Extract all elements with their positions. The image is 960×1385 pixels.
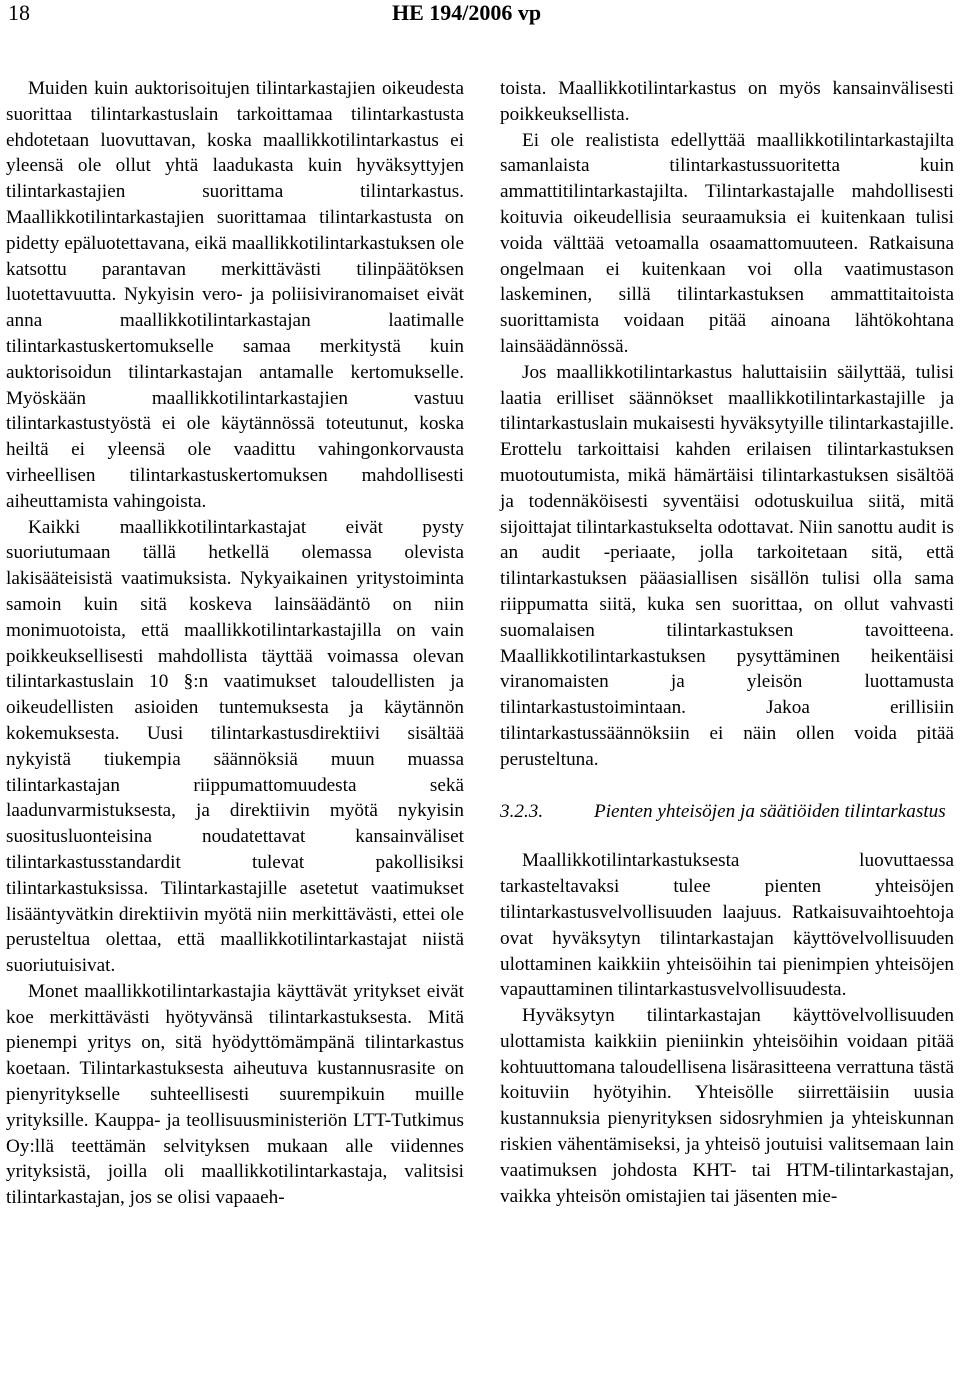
paragraph: Muiden kuin auktorisoitujen tilintarkastajien oikeudesta suorittaa tilintarkastuslain tarkoittamaa tilintarkastusta ehdotetaan luovuttavan, koska maallikkotilintarkastus ei yleensä ole ollut yhtä laadukasta kuin hyväksyttyjen tilintarkastajien suorittama tilintarkastus. Maallikkotilintarkastajien suorittamaa tilintarkastusta on pidetty epäluotettavana, eikä maallikkotilintarkastuksen ole katsottu parantavan merkittävästi tilinpäätöksen luotettavuutta. Nykyisin vero- ja poliisiviranomaiset eivät anna maallikkotilintarkastajan laatimalle tilintarkastuskertomukselle samaa merkitystä kuin auktorisoidun tilintarkastajan antamalle kertomukselle. Myöskään maallikkotilintarkastajien vastuu tilintarkastustyöstä ei ole käytännössä toteutunut, koska heiltä ei yleensä ole vaadittu vahingonkorvausta virheellisen tilintarkastuskertomuksen mahdollisesti aiheuttamista vahingoista.: [6, 78, 464, 512]
left-column: [6, 76, 464, 1211]
paragraph: Maallikkotilintarkastuksesta luovuttaessa tarkasteltavaksi tulee pienten yhteisöjen tilintarkastusvelvollisuuden laajuus. Ratkaisuvaihtoehtoja ovat hyväksytyn tilintarkastajan käyttövelvollisuuden ulottaminen kaikkiin yhteisöihin tai pienimpien yhteisöjen vapauttaminen tilintarkastusvelvollisuudesta.: [500, 850, 954, 1001]
section-number: 3.2.3.: [500, 800, 544, 822]
paragraph: Monet maallikkotilintarkastajia käyttävät yritykset eivät koe merkittävästi hyötyvänsä tilintarkastuksesta. Mitä pienempi yritys on, sitä hyödyttömämpänä tilintarkastus koetaan. Tilintarkastuksesta aiheutuva kustannusrasite on pienyritykselle suhteellisesti suurempikuin muille yrityksille. Kauppa- ja teollisuusministeriön LTT-Tutkimus Oy:llä teettämän selvityksen mukaan alle viidennes yrityksistä, joilla oli maallikkotilintarkastaja, valitsisi tilintarkastajan, jos se olisi vapaaeh-: [6, 980, 464, 1209]
section-title: Pienten yhteisöjen ja säätiöiden tilintarkastus: [594, 800, 946, 822]
paragraph-continuation: toista. Maallikkotilintarkastus on myös kansainvälisesti poikkeuksellista.: [500, 78, 954, 125]
document-id: HE 194/2006 vp: [392, 0, 542, 25]
paragraph: Ei ole realistista edellyttää maallikkotilintarkastajilta samanlaista tilintarkastussuoritetta kuin ammattitilintarkastajilta. Tilintarkastajalle mahdollisesti koituvia oikeudellisia seuraamuksia ei kuitenkaan tulisi voida välttää vetoamalla osaamattomuuteen. Ratkaisuna ongelmaan ei kuitenkaan voi olla vaatimustason laskeminen, sillä tilintarkastuksen ammattitaitoista suorittamista voidaan pitää ainoana lähtökohtana lainsäädännössä.: [500, 129, 954, 357]
section-heading: [500, 799, 954, 825]
paragraph: Jos maallikkotilintarkastus haluttaisiin säilyttää, tulisi laatia erilliset säännökset maallikkotilintarkastajille ja tilintarkastuslain mukaisesti hyväksytyille tilintarkastajille. Erottelu tarkoittaisi kahden erilaisen tilintarkastuksen muotoutumista, mikä hämärtäisi tilintarkastuksen sisältöä ja todennäköisesti syventäisi odotuskuilua siitä, mitä sijoittajat tilintarkastukselta odottavat. Niin sanottu audit is an audit -periaate, jolla tarkoitetaan sitä, että tilintarkastuksen pääasiallisen sisällön tulisi olla sama riippumatta siitä, kuka sen suorittaa, on ollut vahvasti suomalaisen tilintarkastuksen tavoitteena. Maallikkotilintarkastuksen pysyttäminen heikentäisi viranomaisten ja yleisön luottamusta tilintarkastustoimintaan. Jakoa erillisiin tilintarkastussäännöksiin ei näin ollen voida pitää perusteltuna.: [500, 361, 954, 770]
page-number: 18: [8, 0, 30, 25]
paragraph: Hyväksytyn tilintarkastajan käyttövelvollisuuden ulottamista kaikkiin pieniinkin yhteisöihin voidaan pitää kohtuuttomana taloudellisena lisärasitteena verrattuna tästä koituviin hyötyihin. Yhteisölle siirrettäisiin uusia kustannuksia pienyrityksen sidosryhmien ja yhteiskunnan riskien vähentämiseksi, ja yhteisö joutuisi valitsemaan lain vaatimuksen johdosta KHT- tai HTM-tilintarkastajan, vaikka yhteisön omistajien tai jäsenten mie-: [500, 1005, 954, 1207]
paragraph: Kaikki maallikkotilintarkastajat eivät pysty suoriutumaan tällä hetkellä olemassa olevista lakisääteisistä vaatimuksista. Nykyaikainen yritystoiminta samoin kuin sitä koskeva lainsäädäntö on niin monimuotoista, että maallikkotilintarkastajilla on vain poikkeuksellisesti mahdollista täyttää voimassa olevan tilintarkastuslain 10 §:n vaatimukset taloudellisten ja oikeudellisten asioiden tuntemuksesta ja käytännön kokemuksesta. Uusi tilintarkastusdirektiivi sisältää nykyistä tiukempia säännöksiä muun muassa tilintarkastajan riippumattomuudesta sekä laadunvarmistuksesta, ja direktiivin myötä nykyisin suositusluonteisina noudatettavat kansainväliset tilintarkastusstandardit tulevat pakollisiksi tilintarkastuksissa. Tilintarkastajille asetetut vaatimukset lisääntyvätkin direktiivin myötä niin merkittävästi, ettei ole perusteltua olettaa, että maallikkotilintarkastajat niistä suoriutuisivat.: [6, 516, 464, 977]
right-column: [500, 76, 954, 1209]
